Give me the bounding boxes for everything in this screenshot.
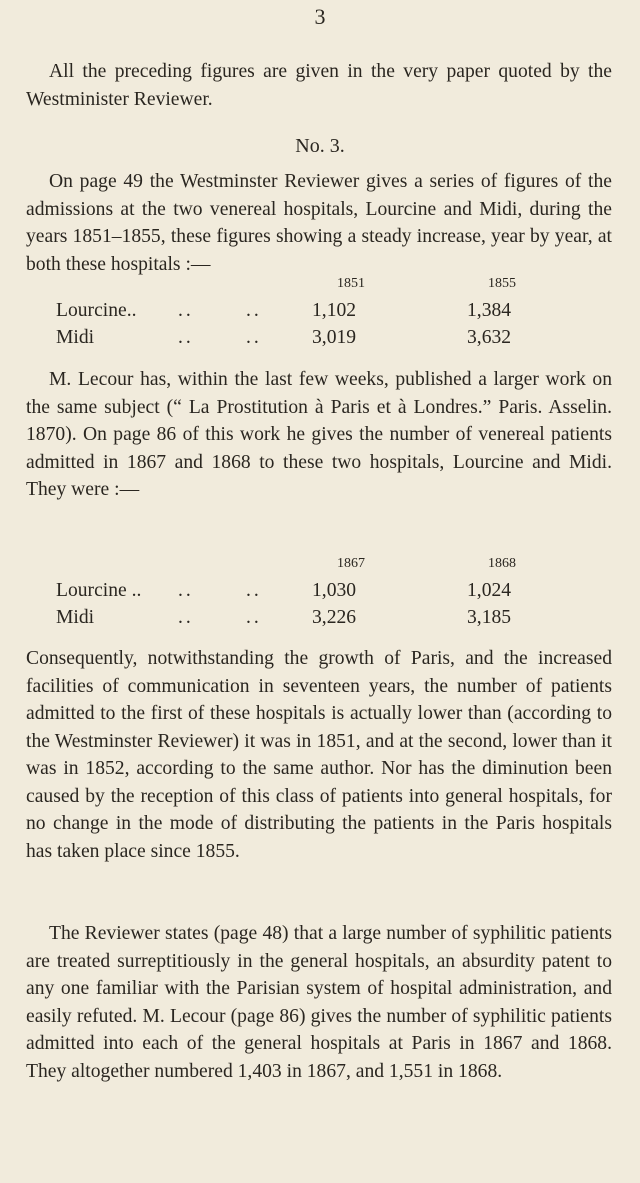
admissions-value: 3,226 [312, 607, 357, 628]
leader-dots: .. [178, 607, 194, 628]
admissions-table-1851-1855 [56, 276, 616, 354]
table-header [56, 276, 616, 300]
admissions-value: 1,024 [467, 580, 512, 601]
leader-dots: .. [246, 327, 262, 348]
admissions-value: 1,102 [312, 300, 357, 321]
admissions-value: 1,384 [467, 300, 512, 321]
leader-dots: .. [178, 327, 194, 348]
admissions-value: 3,632 [467, 327, 512, 348]
paragraph-5: The Reviewer states (page 48) that a large number of syphilitic patients are treated surreptitiously in the general hospitals, an absurdity patent to any one familiar with the Parisian system of hospital administration, and easily refuted. M. Lecour (page 86) gives the number of syphilitic patients admitted into each of the general hospitals at Paris in 1867 and 1868. They altogether numbered 1,403 in 1867, and 1,551 in 1868. [26, 923, 612, 1082]
leader-dots: .. [178, 580, 194, 601]
year-header: 1868 [488, 556, 516, 571]
paragraph-2: On page 49 the Westminster Reviewer gives a series of figures of the admissions at the two venereal hospitals, Lourcine and Midi, during the years 1851–1855, these figures showing a steady increase, year by year, at both these hospitals :— [26, 171, 612, 275]
admissions-table-1867-1868 [56, 556, 616, 634]
paragraph-3: M. Lecour has, within the last few weeks, published a larger work on the same subject (“ La Prostitution à Paris et à Londres.” Paris. Asselin. 1870). On page 86 of this work he gives the number of venereal patients admitted in 1867 and 1868 to these two hospitals, Lourcine and Midi. They were :— [26, 369, 612, 500]
year-header: 1851 [337, 276, 365, 291]
table-row [56, 327, 616, 354]
hospital-name: Midi [56, 327, 95, 348]
leader-dots: .. [246, 300, 262, 321]
table-row [56, 580, 616, 607]
table-header [56, 556, 616, 580]
table-row [56, 607, 616, 634]
leader-dots: .. [246, 607, 262, 628]
table-row [56, 300, 616, 327]
admissions-value: 3,185 [467, 607, 512, 628]
year-header: 1867 [337, 556, 365, 571]
page-number: 3 [314, 4, 326, 29]
paragraph-4: Consequently, notwithstanding the growth of Paris, and the increased facilities of communication in seventeen years, the number of patients admitted to the first of these hospitals is actually lower than (according to the Westminster Reviewer) it was in 1851, and at the second, lower than it was in 1852, according to the same author. Nor has the diminution been caused by the reception of this class of patients into general hospitals, for no change in the mode of distributing the patients in the Paris hospitals has taken place since 1855. [26, 648, 612, 862]
admissions-value: 1,030 [312, 580, 357, 601]
hospital-name: Lourcine .. [56, 580, 142, 601]
hospital-name: Lourcine.. [56, 300, 137, 321]
hospital-name: Midi [56, 607, 95, 628]
year-header: 1855 [488, 276, 516, 291]
leader-dots: .. [178, 300, 194, 321]
admissions-value: 3,019 [312, 327, 357, 348]
section-heading: No. 3. [295, 135, 345, 157]
paragraph-1: All the preceding figures are given in the very paper quoted by the Westminister Reviewer. [26, 61, 612, 110]
leader-dots: .. [246, 580, 262, 601]
